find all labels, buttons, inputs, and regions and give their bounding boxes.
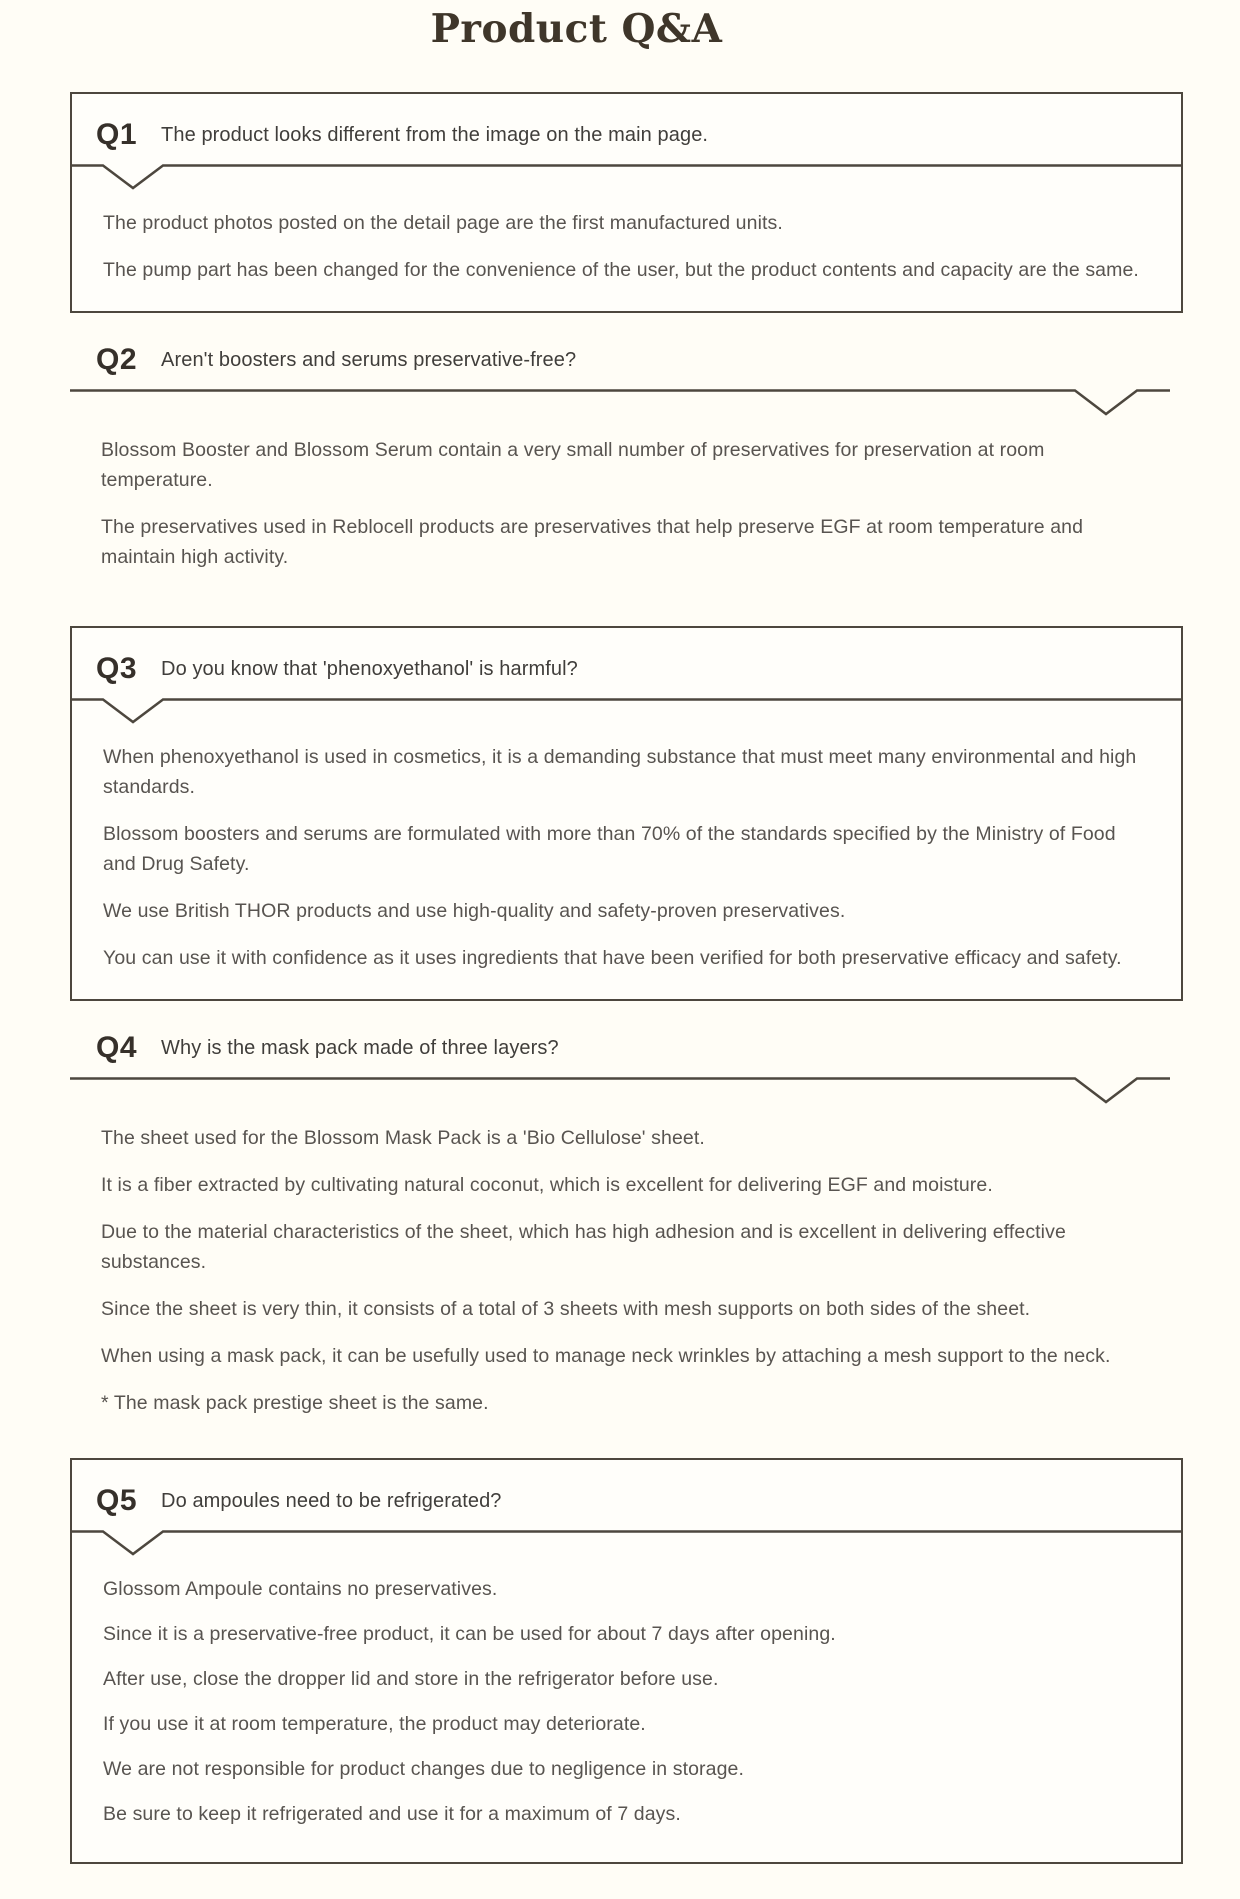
answer-paragraph: * The mask pack prestige sheet is the same. <box>101 1392 489 1414</box>
answer-paragraph: After use, close the dropper lid and store in the refrigerator before use. <box>103 1668 719 1690</box>
answer-paragraph: Blossom boosters and serums are formulated with more than 70% of the standards specified by the Ministry of Food and Drug Safety. <box>103 823 1116 875</box>
answer-paragraph: Glossom Ampoule contains no preservatives. <box>103 1578 498 1600</box>
question-text: The product looks different from the image on the main page. <box>161 123 709 146</box>
question-label: Q1 <box>96 118 138 151</box>
answer-paragraph: The pump part has been changed for the convenience of the user, but the product contents and capacity are the same. <box>103 259 1139 281</box>
page-title: Product Q&A <box>430 6 723 52</box>
answer-block <box>72 194 1181 311</box>
answer-block <box>72 1560 1181 1862</box>
question-header <box>72 628 1181 698</box>
question-header <box>72 94 1181 164</box>
question-text: Aren't boosters and serums preservative-free? <box>161 348 577 371</box>
chevron-down-icon <box>72 698 1181 728</box>
qa-section-q1 <box>70 92 1183 313</box>
qa-section-q3 <box>70 626 1183 1001</box>
question-label: Q3 <box>96 652 138 685</box>
answer-paragraph: We are not responsible for product changes due to negligence in storage. <box>103 1758 744 1780</box>
answer-paragraph: Be sure to keep it refrigerated and use it for a maximum of 7 days. <box>103 1803 681 1825</box>
chevron-down-icon <box>70 389 1183 421</box>
answer-paragraph: Since the sheet is very thin, it consists of a total of 3 sheets with mesh supports on both sides of the sheet. <box>101 1298 1031 1320</box>
answer-paragraph: Blossom Booster and Blossom Serum contain a very small number of preservatives for preservation at room temperature. <box>101 439 1045 491</box>
qa-section-q4 <box>70 1027 1183 1444</box>
question-header <box>70 1027 1183 1077</box>
answer-paragraph: It is a fiber extracted by cultivating natural coconut, which is excellent for delivering EGF and moisture. <box>101 1174 993 1196</box>
answer-paragraph: Since it is a preservative-free product, it can be used for about 7 days after opening. <box>103 1623 836 1645</box>
question-header <box>72 1460 1181 1530</box>
answer-paragraph: Due to the material characteristics of the sheet, which has high adhesion and is excellent in delivering effective substances. <box>101 1221 1066 1273</box>
chevron-down-icon <box>70 1077 1183 1109</box>
answer-block <box>72 728 1181 999</box>
answer-paragraph: When phenoxyethanol is used in cosmetics, it is a demanding substance that must meet many environmental and high standards. <box>103 746 1137 798</box>
answer-paragraph: The sheet used for the Blossom Mask Pack is a 'Bio Cellulose' sheet. <box>101 1127 705 1149</box>
question-label: Q5 <box>96 1484 138 1517</box>
answer-paragraph: If you use it at room temperature, the product may deteriorate. <box>103 1713 646 1735</box>
answer-block <box>70 1109 1183 1444</box>
question-label: Q4 <box>96 1031 138 1064</box>
question-header <box>70 339 1183 389</box>
question-text: Why is the mask pack made of three layers? <box>161 1036 559 1059</box>
answer-paragraph: We use British THOR products and use high-quality and safety-proven preservatives. <box>103 900 846 922</box>
question-text: Do ampoules need to be refrigerated? <box>161 1489 502 1512</box>
question-label: Q2 <box>96 343 138 376</box>
answer-paragraph: The product photos posted on the detail page are the first manufactured units. <box>103 212 783 234</box>
qa-section-q2 <box>70 339 1183 598</box>
chevron-down-icon <box>72 164 1181 194</box>
chevron-down-icon <box>72 1530 1181 1560</box>
answer-paragraph: You can use it with confidence as it uses ingredients that have been verified for both preservative efficacy and safety. <box>103 947 1122 969</box>
answer-paragraph: When using a mask pack, it can be usefully used to manage neck wrinkles by attaching a mesh support to the neck. <box>101 1345 1111 1367</box>
question-text: Do you know that 'phenoxyethanol' is harmful? <box>161 657 578 680</box>
qa-section-q5 <box>70 1458 1183 1864</box>
product-qa-page <box>70 0 1183 1864</box>
answer-paragraph: The preservatives used in Reblocell products are preservatives that help preserve EGF at room temperature and maintain high activity. <box>101 516 1084 568</box>
answer-block <box>70 421 1183 598</box>
